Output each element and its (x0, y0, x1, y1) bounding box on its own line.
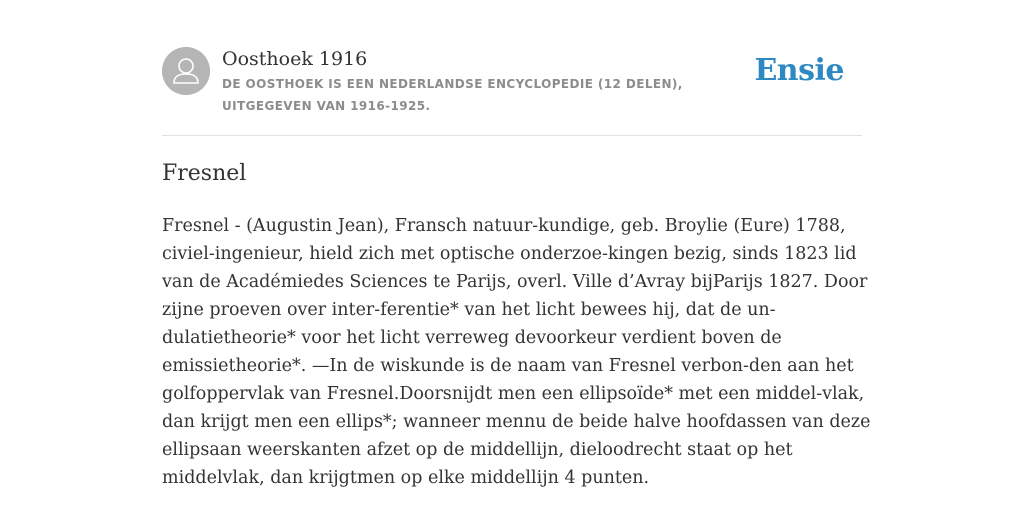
source-description: DE OOSTHOEK IS EEN NEDERLANDSE ENCYCLOPEDIE (12 DELEN), UITGEGEVEN VAN 1916-1925. (222, 77, 683, 113)
source-header (162, 47, 862, 117)
entry-body-line: van de Académiedes Sciences te Parijs, overl. Ville d’Avray bijParijs 1827. Door (162, 272, 868, 292)
entry-body-line: dan krijgt men een ellips*; wanneer mennu de beide halve hoofdassen van deze (162, 412, 871, 432)
entry-body-line: emissietheorie*. —In de wiskunde is de naam van Fresnel verbon-den aan het (162, 356, 854, 376)
entry-body (162, 212, 871, 492)
entry-body-line: zijne proeven over inter-ferentie* van het licht bewees hij, dat de un- (162, 300, 776, 320)
entry-body-line: dulatietheorie* voor het licht verreweg devoorkeur verdient boven de (162, 328, 782, 348)
entry-body-line: golfoppervlak van Fresnel.Doorsnijdt men een ellipsoïde* met een middel-vlak, (162, 384, 865, 404)
entry-body-line: civiel-ingenieur, hield zich met optische onderzoe-kingen bezig, sinds 1823 lid (162, 244, 857, 264)
user-icon[interactable] (162, 47, 210, 95)
brand-logo[interactable]: Ensie (754, 53, 844, 88)
source-title[interactable]: Oosthoek 1916 (222, 48, 368, 70)
header-divider (162, 135, 862, 136)
entry-body-line: Fresnel - (Augustin Jean), Fransch natuur-kundige, geb. Broylie (Eure) 1788, (162, 216, 846, 236)
entry-title: Fresnel (162, 161, 247, 186)
entry-body-line: middelvlak, dan krijgtmen op elke middellijn 4 punten. (162, 468, 650, 488)
entry-body-line: ellipsaan weerskanten afzet op de middellijn, dieloodrecht staat op het (162, 440, 793, 460)
